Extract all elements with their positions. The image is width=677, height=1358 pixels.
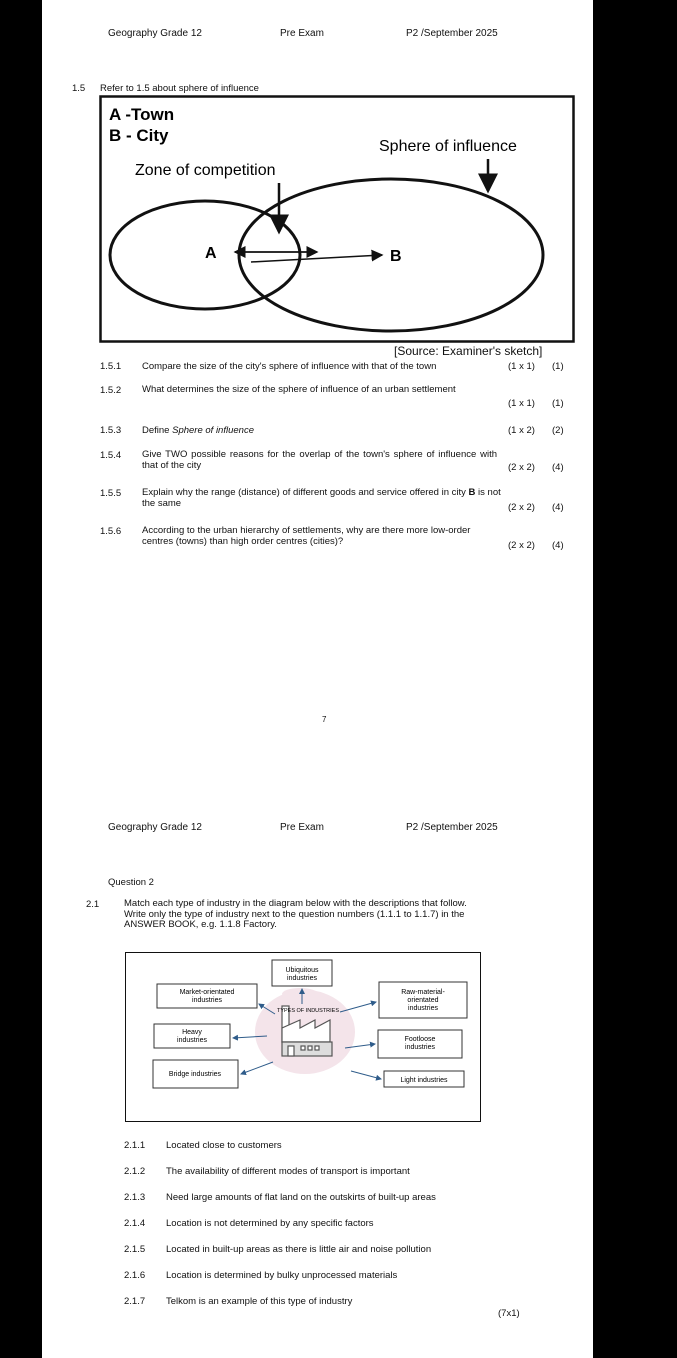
label-footloose: Footloose industries [404,1036,436,1051]
zone-label: Zone of competition [135,162,276,179]
question-2-title: Question 2 [108,877,154,888]
page-number: 7 [322,715,327,724]
item-text-2-1-4: Location is not determined by any specific factors [166,1218,374,1229]
item-text-2-1-3: Need large amounts of flat land on the outskirts of built-up areas [166,1192,436,1203]
q-num-1-5-4: 1.5.4 [100,450,122,461]
label-b-city: B - City [109,126,169,145]
q-num-1-5-6: 1.5.6 [100,526,122,537]
point-b: B [390,248,402,265]
point-a: A [205,245,217,262]
question-number-1-5: 1.5 [72,83,86,94]
q-text-1-5-6: According to the urban hierarchy of settlements, why are there more low-order centres (towns) than high order centres (cities)? [142,525,471,547]
q-marks-1-5-1: (1) [552,361,564,372]
q-calc-1-5-5: (2 x 2) [508,502,535,513]
label-bridge: Bridge industries [168,1071,222,1078]
label-a-town: A -Town [109,105,175,124]
sphere-label: Sphere of influence [379,138,517,155]
item-text-2-1-7: Telkom is an example of this type of industry [166,1296,353,1307]
q-marks-1-5-4: (4) [552,462,564,473]
q-text-1-5-5: Explain why the range (distance) of different goods and service offered in city B is not the same [142,487,501,509]
q-calc-1-5-2: (1 x 1) [508,398,535,409]
item-num-2-1-3: 2.1.3 [124,1192,146,1203]
item-num-2-1-2: 2.1.2 [124,1166,146,1177]
question-intro-1-5: Refer to 1.5 about sphere of influence [100,83,259,94]
header-paper: P2 /September 2025 [406,28,498,39]
item-num-2-1-1: 2.1.1 [124,1140,146,1151]
q-num-1-5-3: 1.5.3 [100,425,122,436]
industries-diagram [125,952,481,1122]
q-text-1-5-4: Give TWO possible reasons for the overlap of the town's sphere of influence with that of the city [142,449,497,471]
item-num-2-1-4: 2.1.4 [124,1218,146,1229]
q-calc-1-5-6: (2 x 2) [508,540,535,551]
box-heavy [154,1024,230,1048]
header-subject: Geography Grade 12 [108,28,202,39]
question-intro-2-1: Match each type of industry in the diagram below with the descriptions that follow. Write only the type of industry next to the question numbers (1.1.1 to 1.1.7) in the ANSWER BOOK, e.g. 1.1.8 Factory. [124,898,467,930]
q-calc-1-5-4: (2 x 2) [508,462,535,473]
label-raw-material: Raw-material-orientated industries [401,989,445,1012]
item-text-2-1-6: Location is determined by bulky unprocessed materials [166,1270,398,1281]
label-light: Light industries [400,1077,448,1084]
q-calc-1-5-3: (1 x 2) [508,425,535,436]
q-marks-1-5-5: (4) [552,502,564,513]
header-exam-2: Pre Exam [280,822,324,833]
q-num-1-5-5: 1.5.5 [100,488,122,499]
marks-2-1: (7x1) [498,1308,520,1319]
label-heavy: Heavy industries [177,1029,207,1044]
question-number-2-1: 2.1 [86,899,100,910]
item-num-2-1-7: 2.1.7 [124,1296,146,1307]
q-text-1-5-3: Define Sphere of influence [142,425,254,436]
diagram-source: [Source: Examiner's sketch] [394,344,543,358]
label-ubiquitous: Ubiquitous industries [285,967,319,982]
q-marks-1-5-6: (4) [552,540,564,551]
item-num-2-1-5: 2.1.5 [124,1244,146,1255]
header-paper-2: P2 /September 2025 [406,822,498,833]
q-marks-1-5-2: (1) [552,398,564,409]
center-label: TYPES OF INDUSTRIES [276,1008,340,1014]
item-text-2-1-1: Located close to customers [166,1140,282,1151]
exam-sheet [42,0,593,1358]
label-market: Market-orientated industries [179,989,235,1004]
sphere-of-influence-diagram [99,95,575,345]
q-num-1-5-2: 1.5.2 [100,385,122,396]
q-num-1-5-1: 1.5.1 [100,361,122,372]
header-subject-2: Geography Grade 12 [108,822,202,833]
item-text-2-1-2: The availability of different modes of transport is important [166,1166,410,1177]
q-text-1-5-2: What determines the size of the sphere of influence of an urban settlement [142,384,456,395]
q-text-1-5-1: Compare the size of the city's sphere of influence with that of the town [142,361,437,372]
q-calc-1-5-1: (1 x 1) [508,361,535,372]
q-marks-1-5-3: (2) [552,425,564,436]
box-market [157,984,257,1008]
item-num-2-1-6: 2.1.6 [124,1270,146,1281]
item-text-2-1-5: Located in built-up areas as there is little air and noise pollution [166,1244,432,1255]
header-exam: Pre Exam [280,28,324,39]
